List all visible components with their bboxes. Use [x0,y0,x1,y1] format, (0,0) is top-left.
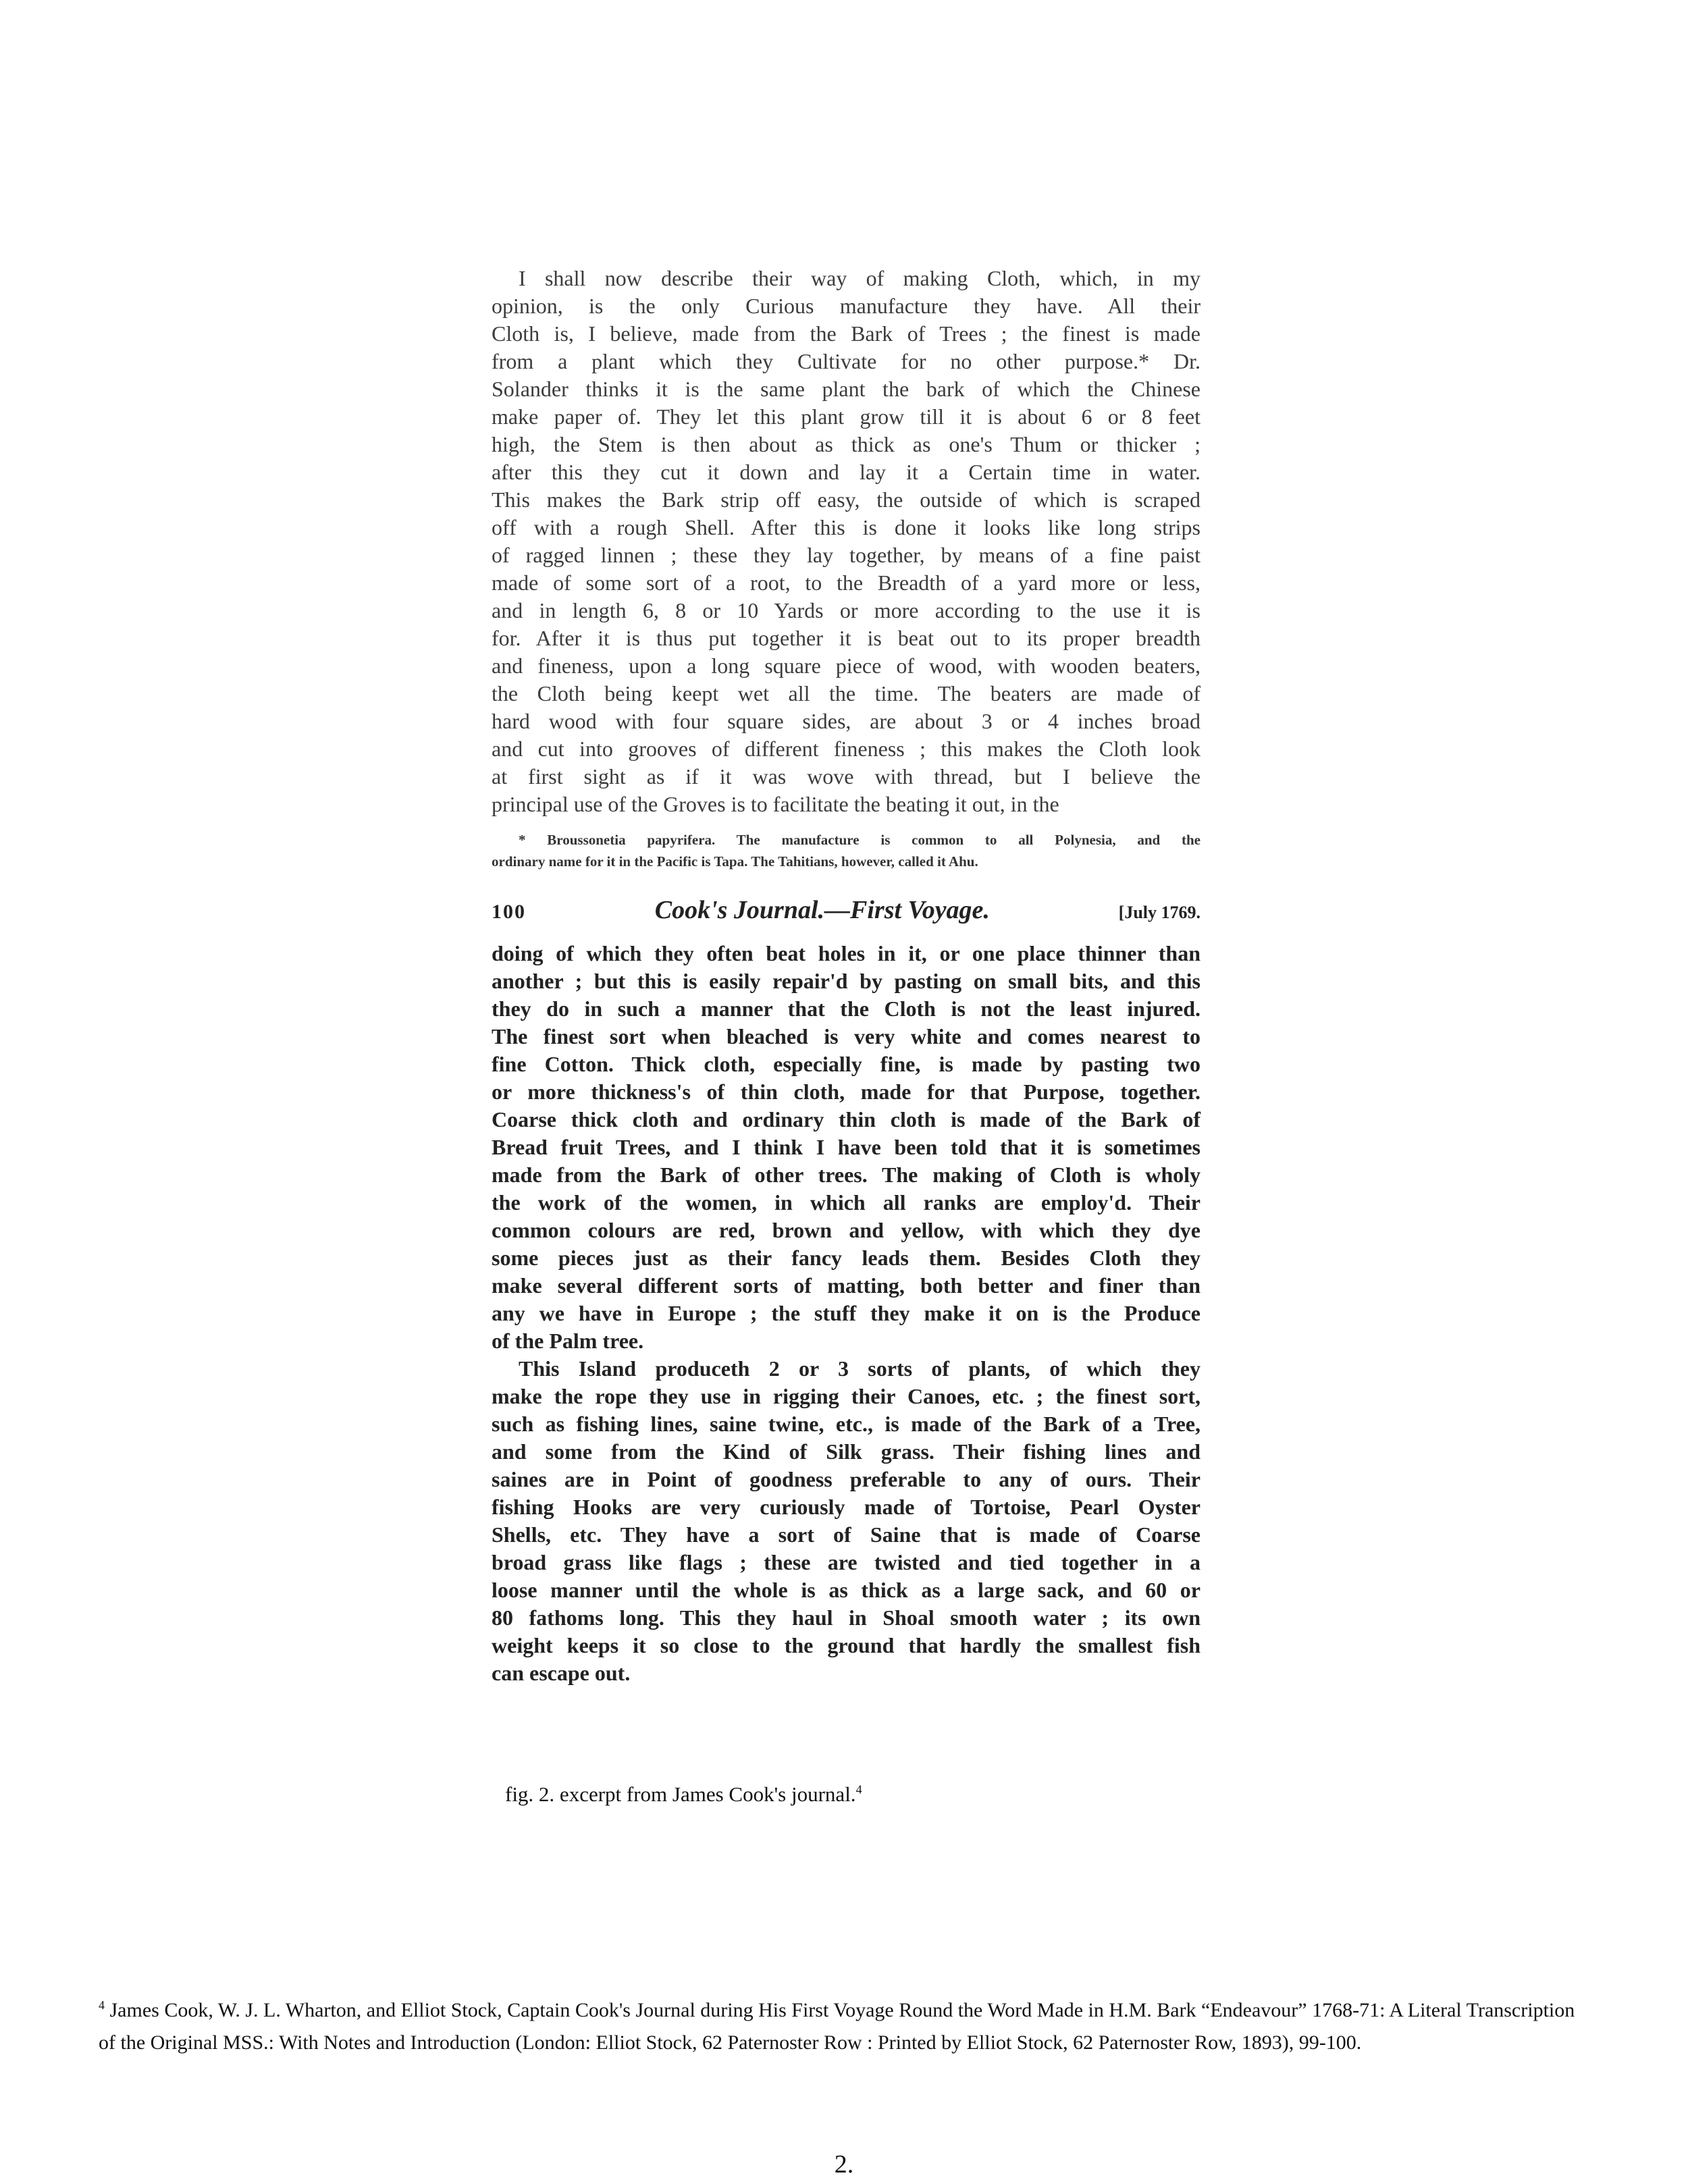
text-line: This makes the Bark strip off easy, the outside of which is scraped [492,487,1201,512]
text-line: make the rope they use in rigging their Canoes, etc. ; the finest sort, [492,1384,1201,1408]
scan-paragraph-cloth-making [492,265,1201,818]
text-line: and fineness, upon a long square piece of wood, with wooden beaters, [492,654,1201,678]
citation-footnote [99,1989,1591,2059]
text-line: of ragged linnen ; these they lay together, by means of a fine paist [492,543,1201,567]
text-line: principal use of the Groves is to facilitate the beating it out, in the [492,792,1059,816]
text-line: some pieces just as their fancy leads them. Besides Cloth they [492,1246,1201,1270]
text-line: for. After it is thus put together it is beat out to its proper breadth [492,626,1201,650]
text-line: saines are in Point of goodness preferable to any of ours. Their [492,1467,1201,1491]
text-line: make several different sorts of matting, both better and finer than [492,1273,1201,1298]
text-line: Cloth is, I believe, made from the Bark of Trees ; the finest is made [492,321,1201,346]
text-line: ordinary name for it in the Pacific is Tapa. The Tahitians, however, called it Ahu. [492,853,978,870]
text-line: Coarse thick cloth and ordinary thin cloth is made of the Bark of [492,1107,1201,1131]
text-line: common colours are red, brown and yellow, with which they dye [492,1218,1201,1242]
text-line: doing of which they often beat holes in it, or one place thinner than [492,941,1201,965]
text-line: any we have in Europe ; the stuff they make it on is the Produce [492,1301,1201,1325]
scan-paragraph-cloth-continued [492,940,1201,1355]
text-line: they do in such a manner that the Cloth is not the least injured. [492,996,1201,1021]
text-line: after this they cut it down and lay it a Certain time in water. [492,460,1201,484]
text-line: from a plant which they Cultivate for no other purpose.* Dr. [492,349,1201,373]
footnote-text: James Cook, W. J. L. Wharton, and Elliot Stock, Captain Cook's Journal during His First Voyage Round the Word Made in H.M. Bark “Endeavour” 1768-71: A Literal Transcription of the Original MSS.: With Notes and Introduction (London: Elliot Stock, 62 Paternoster Row : Printed by Elliot Stock, 62 Paternoster Row, 1893), 99-100. [99,1999,1575,2054]
text-line: at first sight as if it was wove with thread, but I believe the [492,764,1201,789]
text-line: made from the Bark of other trees. The making of Cloth is wholy [492,1163,1201,1187]
text-line: broad grass like flags ; these are twisted and tied together in a [492,1550,1201,1574]
scan-page-number: 100 [492,901,526,923]
text-line: Bread fruit Trees, and I think I have been told that it is sometimes [492,1135,1201,1159]
text-line: can escape out. [492,1661,631,1685]
scan-running-date: [July 1769. [1118,903,1201,922]
text-line: The finest sort when bleached is very white and comes nearest to [492,1024,1201,1048]
scan-running-title: Cook's Journal.—First Voyage. [654,896,990,924]
text-line: weight keeps it so close to the ground that hardly the smallest fish [492,1633,1201,1657]
text-line: made of some sort of a root, to the Breadth of a yard more or less, [492,570,1201,595]
text-line: another ; but this is easily repair'd by pasting on small bits, and this [492,969,1201,993]
text-line: This Island produceth 2 or 3 sorts of plants, of which they [519,1356,1201,1381]
scan-paragraph-plants-fishing [492,1355,1201,1687]
text-line: hard wood with four square sides, are about 3 or 4 inches broad [492,709,1201,733]
text-line: the Cloth being keept wet all the time. The beaters are made of [492,681,1201,705]
text-line: * Broussonetia papyrifera. The manufacture is common to all Polynesia, and the [519,832,1201,848]
text-line: high, the Stem is then about as thick as one's Thum or thicker ; [492,432,1201,456]
text-line: I shall now describe their way of making Cloth, which, in my [519,266,1201,290]
footnote-marker: 4 [99,1998,105,2012]
text-line: 80 fathoms long. This they haul in Shoal smooth water ; its own [492,1605,1201,1630]
scan-footnote-broussonetia [492,829,1201,872]
text-line: fine Cotton. Thick cloth, especially fine, is made by pasting two [492,1052,1201,1076]
text-line: and some from the Kind of Silk grass. Their fishing lines and [492,1439,1201,1464]
text-line: opinion, is the only Curious manufacture they have. All their [492,294,1201,318]
scan-running-head [492,895,1201,925]
text-line: the work of the women, in which all ranks are employ'd. Their [492,1190,1201,1215]
text-line: Solander thinks it is the same plant the bark of which the Chinese [492,377,1201,401]
caption-footnote-ref: 4 [855,1782,862,1796]
text-line: make paper of. They let this plant grow till it is about 6 or 8 feet [492,404,1201,429]
text-line: fishing Hooks are very curiously made of Tortoise, Pearl Oyster [492,1495,1201,1519]
text-line: off with a rough Shell. After this is done it looks like long strips [492,515,1201,539]
text-line: such as fishing lines, saine twine, etc., is made of the Bark of a Tree, [492,1412,1201,1436]
caption-text: fig. 2. excerpt from James Cook's journal. [505,1782,856,1806]
page-number: 2. [834,2150,854,2179]
text-line: of the Palm tree. [492,1329,644,1353]
scanned-journal-excerpt [492,265,1201,1687]
text-line: loose manner until the whole is as thick as a large sack, and 60 or [492,1578,1201,1602]
text-line: Shells, etc. They have a sort of Saine that is made of Coarse [492,1522,1201,1547]
text-line: and cut into grooves of different fineness ; this makes the Cloth look [492,737,1201,761]
figure-caption [505,1782,862,1807]
text-line: or more thickness's of thin cloth, made for that Purpose, together. [492,1080,1201,1104]
text-line: and in length 6, 8 or 10 Yards or more according to the use it is [492,598,1201,622]
